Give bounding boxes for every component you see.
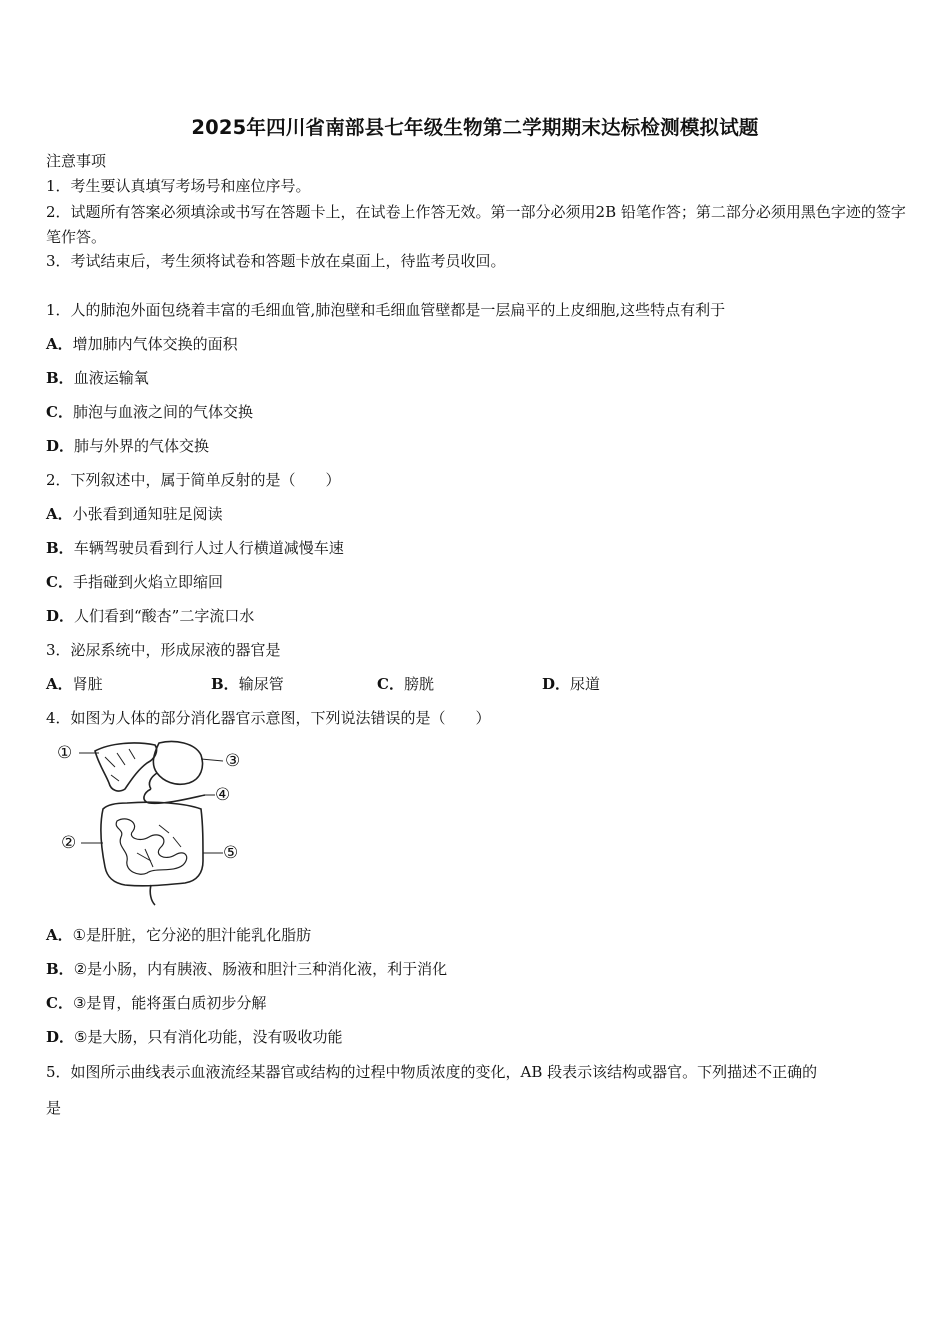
option-d (542, 673, 600, 695)
figure-label-5: ⑤ (223, 843, 239, 863)
liver-shape (95, 743, 157, 791)
option-letter: D． (46, 437, 75, 455)
option-letter: A． (46, 505, 73, 523)
option-c (46, 992, 266, 1014)
option-text: 车辆驾驶员看到行人过人行横道减慢车速 (73, 539, 344, 557)
option-letter: A． (46, 926, 73, 944)
large-intestine-shape (101, 802, 203, 886)
option-text: 血液运输氧 (73, 369, 149, 387)
option-b (46, 958, 447, 980)
option-c (46, 571, 223, 593)
notice-heading: 注意事项 (46, 152, 107, 170)
option-letter: C． (46, 994, 73, 1012)
question-stem: 3．泌尿系统中，形成尿液的器官是 (46, 641, 281, 659)
option-a (46, 673, 103, 695)
option-text: ①是肝脏，它分泌的胆汁能乳化脂肪 (72, 926, 312, 944)
option-letter: B． (46, 369, 74, 387)
small-intestine-coils (116, 819, 187, 874)
question-stem: 1．人的肺泡外面包绕着丰富的毛细血管,肺泡壁和毛细血管壁都是一层扁平的上皮细胞,这些特点有利于 (46, 301, 726, 319)
option-a (46, 503, 223, 525)
figure-label-1: ① (57, 743, 73, 763)
option-text: ③是胃，能将蛋白质初步分解 (72, 994, 267, 1012)
stomach-shape (153, 742, 202, 785)
option-letter: D． (542, 675, 571, 693)
option-d (46, 605, 254, 627)
option-a (46, 333, 238, 355)
question-stem: 5．如图所示曲线表示血液流经某器官或结构的过程中物质浓度的变化，AB 段表示该结构或器官。下列描述不正确的 (46, 1063, 818, 1081)
option-text: ②是小肠，内有胰液、肠液和胆汁三种消化液，利于消化 (73, 960, 448, 978)
option-letter: A． (46, 335, 73, 353)
option-text: 输尿管 (238, 675, 284, 693)
option-text: 人们看到“酸杏”二字流口水 (74, 607, 255, 625)
notice-item: 1．考生要认真填写考场号和座位序号。 (46, 177, 311, 195)
figure-label-3: ③ (225, 751, 241, 771)
figure-label-2: ② (61, 833, 77, 853)
option-text: 肾脏 (72, 675, 103, 693)
option-b (211, 673, 284, 695)
question-stem: 4．如图为人体的部分消化器官示意图，下列说法错误的是（ ） (46, 709, 491, 727)
option-letter: C． (46, 573, 73, 591)
page-title: 2025年四川省南部县七年级生物第二学期期末达标检测模拟试题 (191, 116, 759, 139)
option-text: ⑤是大肠，只有消化功能，没有吸收功能 (74, 1028, 343, 1046)
option-letter: B． (46, 539, 74, 557)
option-letter: B． (211, 675, 239, 693)
option-b (46, 367, 149, 389)
question-stem: 2．下列叙述中，属于简单反射的是（ ） (46, 471, 341, 489)
question-stem-continued: 是 (46, 1099, 62, 1117)
option-text: 手指碰到火焰立即缩回 (72, 573, 223, 591)
notice-item: 2．试题所有答案必须填涂或书写在答题卡上，在试卷上作答无效。第一部分必须用2B 铅笔作答；第二部分必须用黑色字迹的签字笔作答。 (46, 203, 906, 246)
option-c (46, 401, 253, 423)
option-letter: D． (46, 1028, 75, 1046)
option-letter: C． (377, 675, 404, 693)
figure-label-4: ④ (215, 785, 231, 805)
option-text: 尿道 (570, 675, 601, 693)
option-letter: A． (46, 675, 73, 693)
option-text: 膀胱 (403, 675, 434, 693)
option-text: 肺泡与血液之间的气体交换 (72, 403, 253, 421)
notice-item: 3．考试结束后，考生须将试卷和答题卡放在桌面上，待监考员收回。 (46, 252, 506, 270)
option-d (46, 1026, 342, 1048)
option-letter: B． (46, 960, 74, 978)
digestive-organs-diagram (55, 737, 250, 907)
duodenum-shape (144, 789, 205, 803)
option-a (46, 924, 311, 946)
option-text: 小张看到通知驻足阅读 (72, 505, 223, 523)
option-c (377, 673, 434, 695)
option-b (46, 537, 344, 559)
option-letter: D． (46, 607, 75, 625)
option-text: 肺与外界的气体交换 (74, 437, 210, 455)
option-letter: C． (46, 403, 73, 421)
option-text: 增加肺内气体交换的面积 (72, 335, 238, 353)
option-d (46, 435, 209, 457)
